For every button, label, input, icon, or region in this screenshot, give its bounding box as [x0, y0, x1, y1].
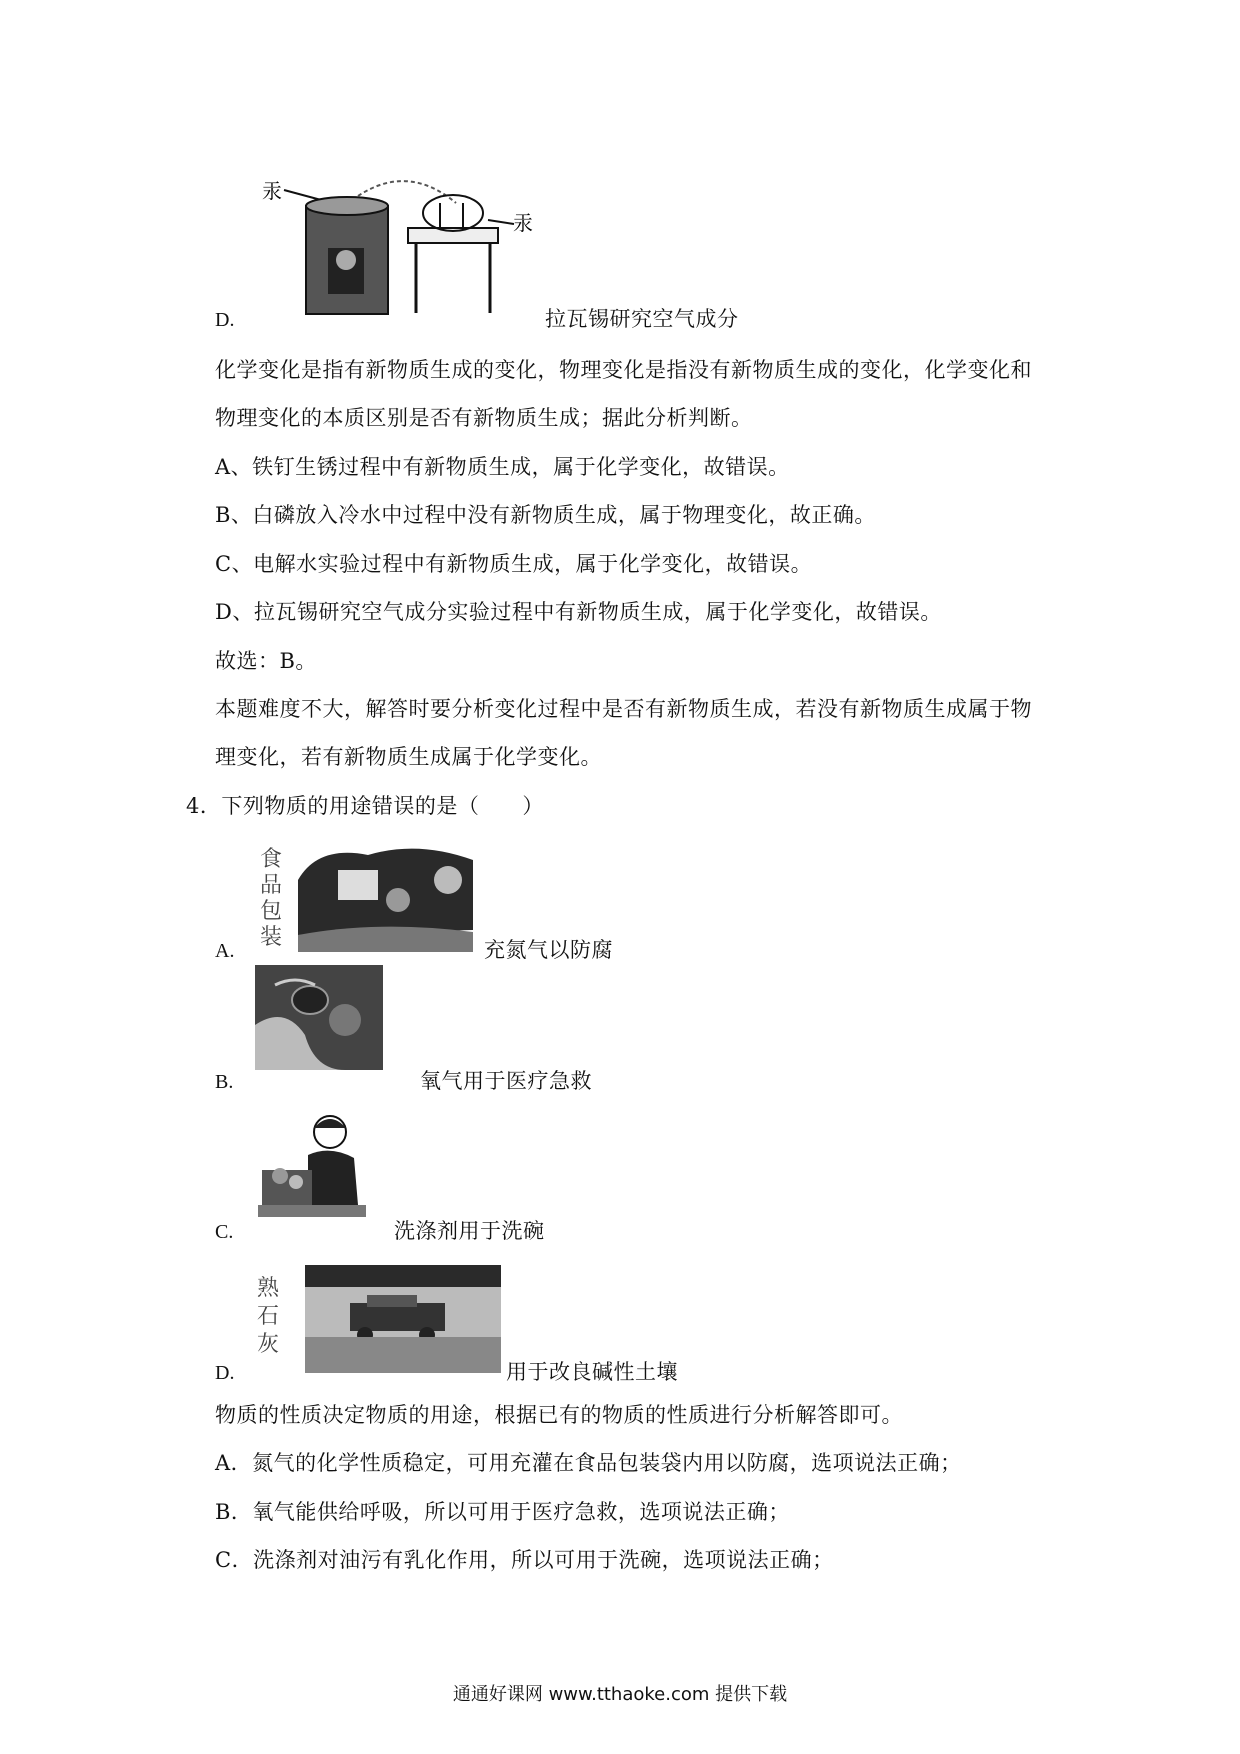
slaked-lime-field-image [255, 1265, 503, 1375]
q3-selection: 故选：B。 [215, 649, 317, 673]
q4-option-d-text: 用于改良碱性土壤 [506, 1360, 678, 1384]
q3-analysis-line-2: 物理变化的本质区别是否有新物质生成；据此分析判断。 [215, 406, 753, 430]
q3-answer-b: B、白磷放入冷水中过程中没有新物质生成，属于物理变化，故正确。 [215, 503, 876, 527]
dishwashing-boy-image [258, 1110, 368, 1220]
oxygen-mask-image [255, 965, 383, 1070]
q4-answer-a: A．氮气的化学性质稳定，可用充灌在食品包装袋内用以防腐，选项说法正确； [215, 1451, 962, 1475]
svg-text:品: 品 [260, 873, 283, 898]
svg-text:石: 石 [257, 1304, 280, 1329]
q3-comment-line-1: 本题难度不大，解答时要分析变化过程中是否有新物质生成，若没有新物质生成属于物 [215, 697, 1032, 721]
q4-analysis: 物质的性质决定物质的用途，根据已有的物质的性质进行分析解答即可。 [215, 1403, 903, 1427]
lavoisier-apparatus-image [258, 168, 548, 318]
q3-comment-line-2: 理变化，若有新物质生成属于化学变化。 [215, 745, 602, 769]
q3-option-d-letter: D. [215, 309, 235, 331]
q3-answer-a: A、铁钉生锈过程中有新物质生成，属于化学变化，故错误。 [215, 455, 790, 479]
q4-answer-c: C．洗涤剂对油污有乳化作用，所以可用于洗碗，选项说法正确； [215, 1548, 834, 1572]
label-mercury-right: 汞 [513, 211, 533, 235]
slaked-lime-caption [257, 1276, 280, 1357]
q3-analysis-line-1: 化学变化是指有新物质生成的变化，物理变化是指没有新物质生成的变化，化学变化和 [215, 358, 1032, 382]
q4-option-a-text: 充氮气以防腐 [484, 938, 613, 962]
q3-answer-d: D、拉瓦锡研究空气成分实验过程中有新物质生成，属于化学变化，故错误。 [215, 600, 942, 624]
q4-option-c-letter: C. [215, 1221, 234, 1243]
svg-text:食: 食 [260, 847, 283, 872]
svg-text:装: 装 [260, 925, 283, 950]
food-packaging-caption [260, 847, 282, 950]
food-packaging-image [258, 840, 480, 955]
q4-answer-b: B．氧气能供给呼吸，所以可用于医疗急救，选项说法正确； [215, 1500, 790, 1524]
q4-stem: 4．下列物质的用途错误的是（ ） [186, 794, 544, 818]
q4-option-a-letter: A. [215, 940, 235, 962]
q4-option-b-text: 氧气用于医疗急救 [420, 1069, 592, 1093]
q4-option-b-letter: B. [215, 1071, 234, 1093]
q3-option-d-text: 拉瓦锡研究空气成分 [545, 307, 739, 331]
svg-text:熟: 熟 [257, 1276, 280, 1301]
q4-option-d-letter: D. [215, 1362, 235, 1384]
svg-text:包: 包 [260, 899, 283, 924]
q4-option-c-text: 洗涤剂用于洗碗 [394, 1219, 545, 1243]
q3-answer-c: C、电解水实验过程中有新物质生成，属于化学变化，故错误。 [215, 552, 813, 576]
svg-text:灰: 灰 [257, 1332, 280, 1357]
page-footer: 通通好课网 www.tthaoke.com 提供下载 [452, 1684, 788, 1705]
label-mercury-left: 汞 [262, 179, 282, 203]
